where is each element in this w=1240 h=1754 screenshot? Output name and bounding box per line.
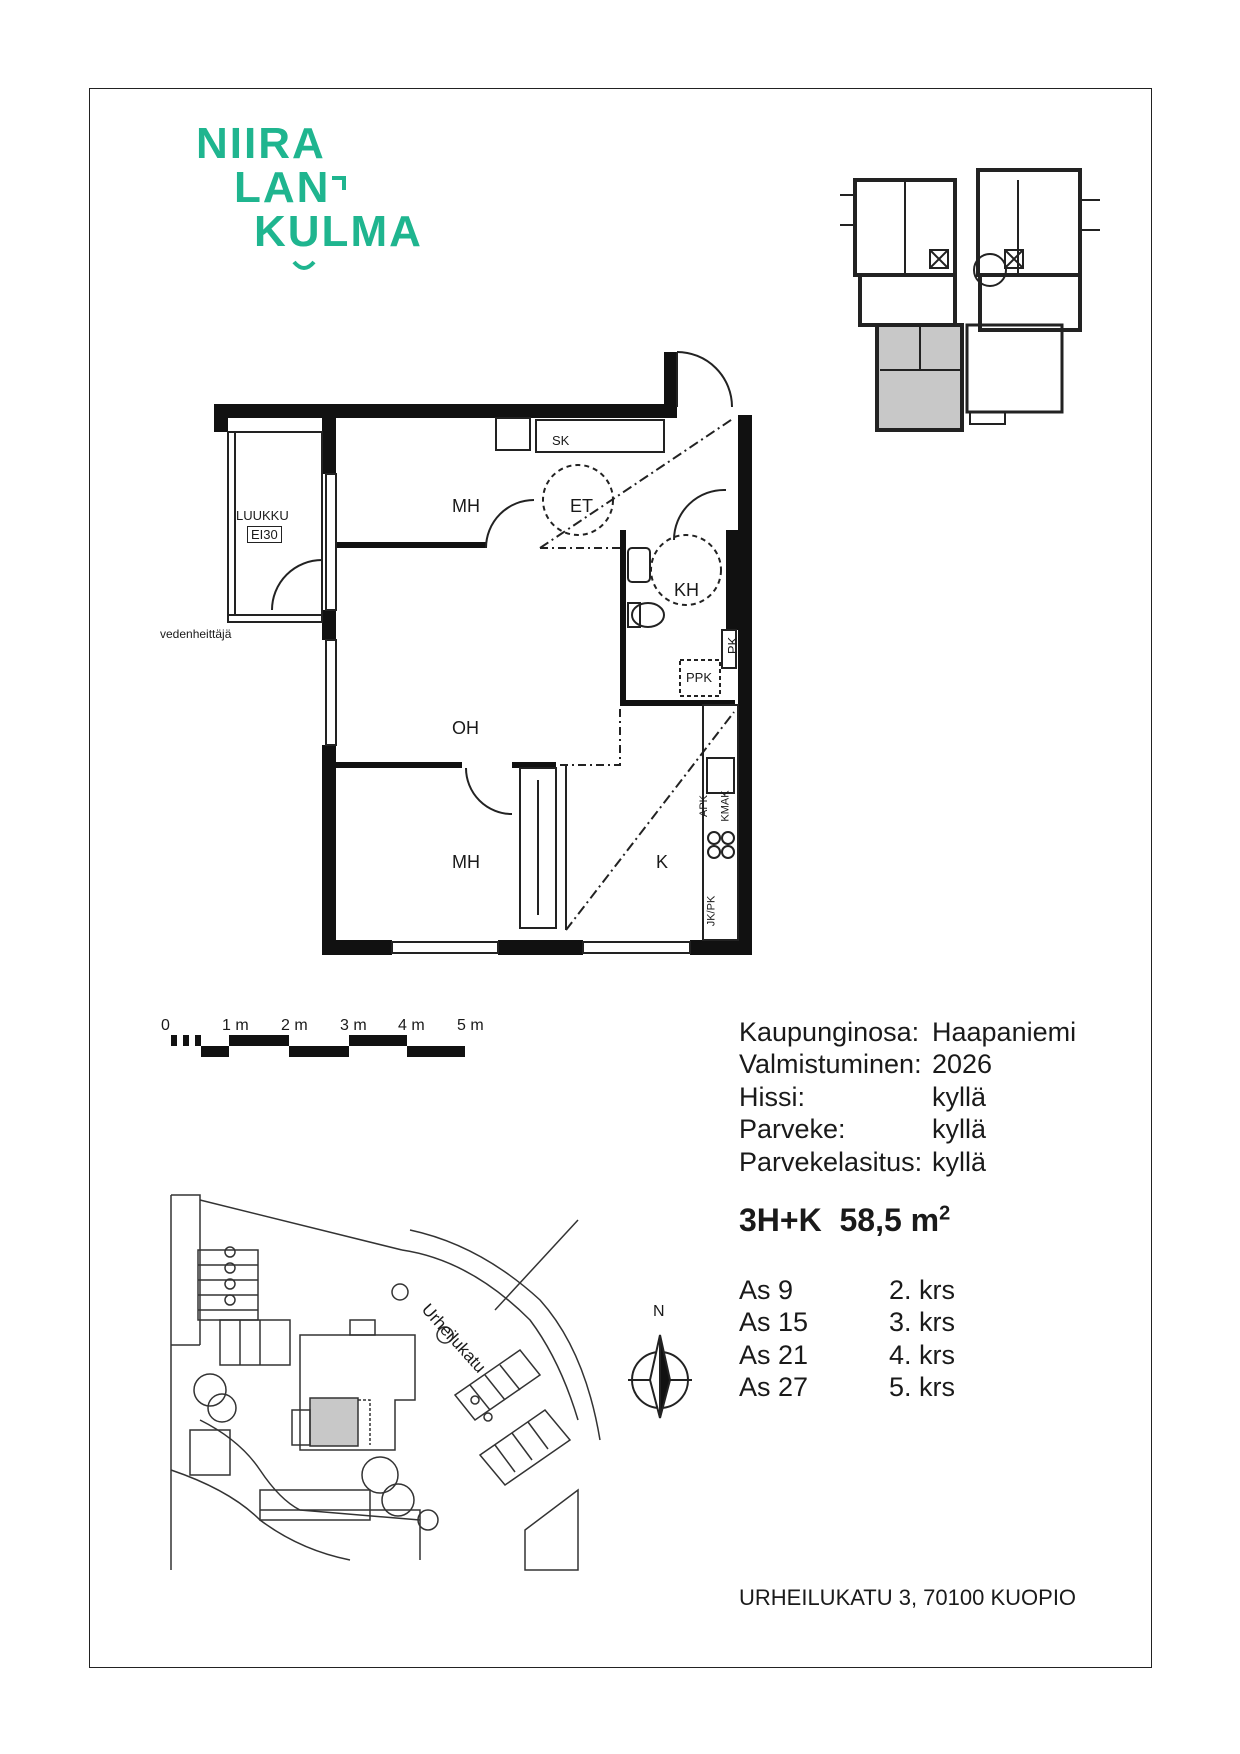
info-value-valmistuminen: 2026 (932, 1049, 993, 1079)
floorplan-walls (214, 352, 752, 955)
fixture-label-ppk: PPK (686, 670, 713, 685)
scale-label-3: 3 m (340, 1017, 367, 1034)
scale-bar (171, 1035, 465, 1057)
room-label-kh: KH (674, 580, 700, 600)
floor-level-3: 4. krs (889, 1340, 956, 1370)
info-value-kaupunginosa: Haapaniemi (932, 1017, 1077, 1047)
room-label-mh-top: MH (452, 496, 480, 516)
logo-line-2: LAN (234, 163, 331, 212)
scale-label-0: 0 (161, 1017, 170, 1034)
scale-label-5: 5 m (457, 1017, 484, 1034)
balcony-label-ei30: EI30 (247, 526, 282, 543)
info-key-parveke: Parveke: (739, 1114, 846, 1144)
room-label-k: K (656, 852, 669, 872)
apartment-type: 3H+K (739, 1202, 822, 1238)
key-plan (840, 170, 1100, 430)
scale-label-2: 2 m (281, 1017, 308, 1034)
floor-apt-3: As 21 (739, 1340, 809, 1370)
floor-apt-4: As 27 (739, 1372, 809, 1402)
fixture-label-sk: SK (552, 433, 570, 448)
apartment-area-sup: 2 (939, 1202, 951, 1225)
fixture-label-kmak: KMAK (719, 790, 732, 822)
info-value-parveke: kyllä (932, 1114, 987, 1144)
info-key-hissi: Hissi: (739, 1082, 805, 1112)
room-label-et: ET (570, 496, 594, 516)
floor-level-2: 3. krs (889, 1307, 956, 1337)
logo-line-1: NIIRA (196, 119, 326, 168)
floor-level-1: 2. krs (889, 1275, 956, 1305)
fixture-label-apk: APK (698, 794, 711, 818)
room-label-mh-bottom: MH (452, 852, 480, 872)
fixture-label-jkpk: JK/PK (705, 895, 718, 927)
apartment-area: 58,5 m (839, 1202, 940, 1238)
scale-label-1: 1 m (222, 1017, 249, 1034)
north-label: N (653, 1303, 665, 1320)
north-arrow-icon (628, 1335, 692, 1418)
fixture-label-pk: PK (725, 636, 741, 655)
logo-line-3: KULMA (254, 207, 423, 256)
info-value-parvekelasitus: kyllä (932, 1147, 987, 1177)
info-key-parvekelasitus: Parvekelasitus: (739, 1147, 923, 1177)
info-value-hissi: kyllä (932, 1082, 987, 1112)
floor-apt-1: As 9 (739, 1275, 794, 1305)
info-key-valmistuminen: Valmistuminen: (739, 1049, 922, 1079)
room-label-oh: OH (452, 718, 479, 738)
floor-apt-2: As 15 (739, 1307, 809, 1337)
scale-label-4: 4 m (398, 1017, 425, 1034)
balcony-label-vedenheittaja: vedenheittäjä (160, 627, 232, 641)
info-key-kaupunginosa: Kaupunginosa: (739, 1017, 920, 1047)
floor-level-4: 5. krs (889, 1372, 956, 1402)
site-map-street-label: Urheilukatu (417, 1300, 490, 1377)
balcony-label-luukku: LUUKKU (236, 508, 289, 523)
site-map (171, 1195, 600, 1570)
apartment-type-area (739, 1202, 950, 1239)
address: URHEILUKATU 3, 70100 KUOPIO (739, 1585, 1077, 1610)
